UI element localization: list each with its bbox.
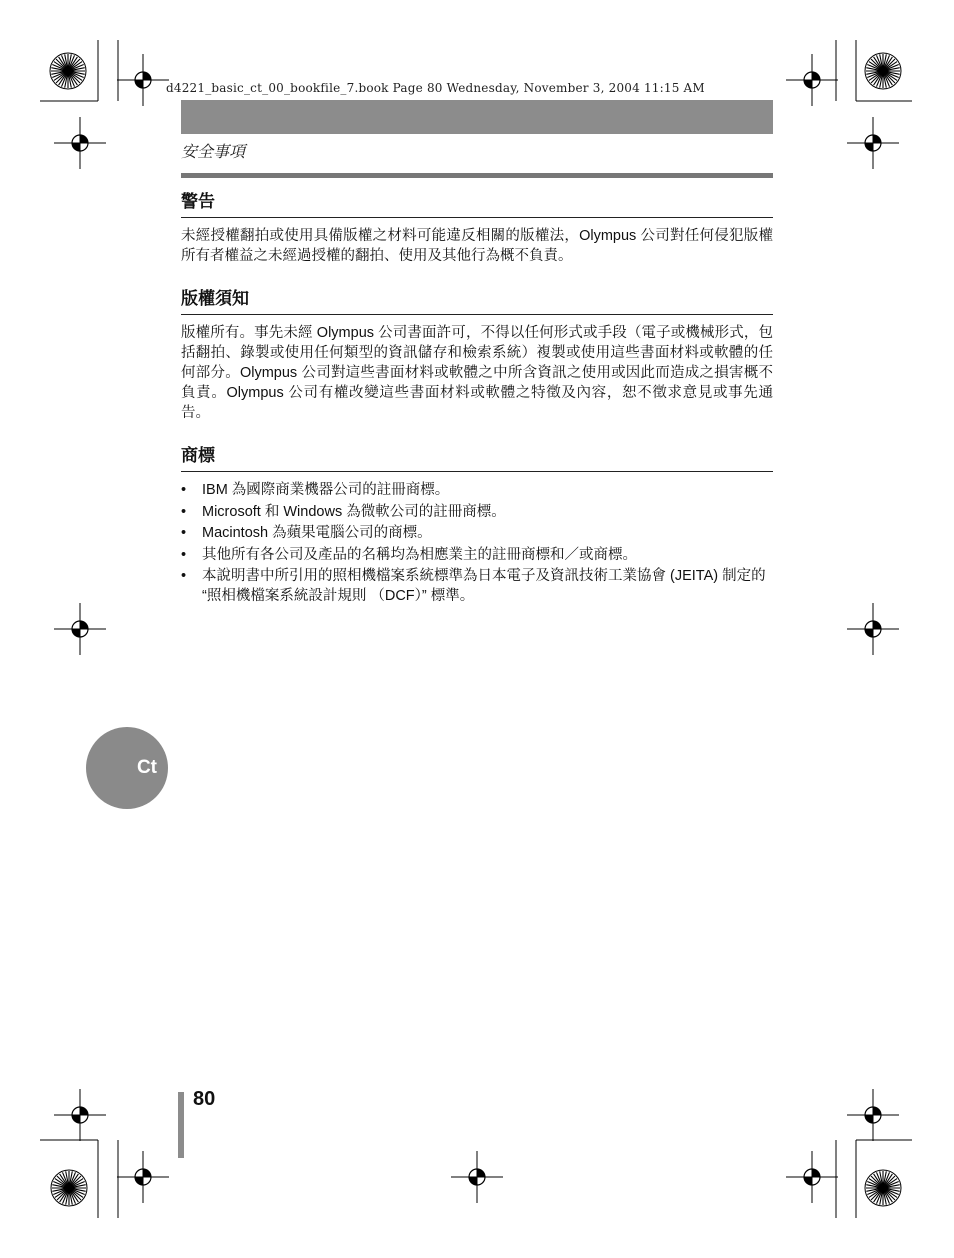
bullet-icon: • xyxy=(181,503,187,520)
bullet-icon: • xyxy=(181,525,187,541)
bullet-icon: • xyxy=(181,482,187,498)
list-item: • IBM 為國際商業機器公司的註冊商標。 xyxy=(181,482,450,498)
list-item: • 本說明書中所引用的照相機檔案系統標準為日本電子及資訊技術工業協會 (JEITA) 制定的 “照相機檔案系統設計規則 （DCF）” 標準。 xyxy=(181,568,766,604)
header-rule xyxy=(181,173,773,178)
running-title: 安全事項 xyxy=(181,144,246,161)
trademark-list xyxy=(181,480,773,606)
list-item: • Microsoft 和 Windows 為微軟公司的註冊商標。 xyxy=(181,503,506,520)
warning-heading: 警告 xyxy=(181,191,773,218)
language-code: Ct xyxy=(136,757,157,778)
trademarks-section xyxy=(181,445,773,608)
copyright-heading: 版權須知 xyxy=(181,288,773,315)
page-number-bar xyxy=(178,1092,184,1158)
warning-section xyxy=(181,191,773,266)
bullet-icon: • xyxy=(181,546,187,563)
trademarks-heading: 商標 xyxy=(181,445,773,472)
book-file-info: d4221_basic_ct_00_bookfile_7.book Page 80 Wednesday, November 3, 2004 11:15 AM xyxy=(166,81,705,95)
page-number: 80 xyxy=(193,1088,216,1110)
header-bar xyxy=(181,100,773,134)
list-item: • Macintosh 為蘋果電腦公司的商標。 xyxy=(181,525,432,541)
copyright-body: 版權所有。事先未經 Olympus 公司書面許可，不得以任何形式或手段（電子或機械形式，包括翻拍、錄製或使用任何類型的資訊儲存和檢索系統）複製或使用這些書面材料或軟體的任何部分。Olympus 公司對這些書面材料或軟體之中所含資訊之使用或因此而造成之損害概不負責。Olympus 公司有權改變這些書面材料或軟體之特徵及內容，恕不徵求意見或事先通告。 xyxy=(181,325,773,421)
list-item: • 其他所有各公司及產品的名稱均為相應業主的註冊商標和／或商標。 xyxy=(181,546,637,563)
warning-body: 未經授權翻拍或使用具備版權之材料可能違反相關的版權法，Olympus 公司對任何侵犯版權所有者權益之未經過授權的翻拍、使用及其他行為概不負責。 xyxy=(181,228,773,264)
copyright-section xyxy=(181,288,773,423)
language-tab xyxy=(86,727,168,809)
bullet-icon: • xyxy=(181,568,187,584)
